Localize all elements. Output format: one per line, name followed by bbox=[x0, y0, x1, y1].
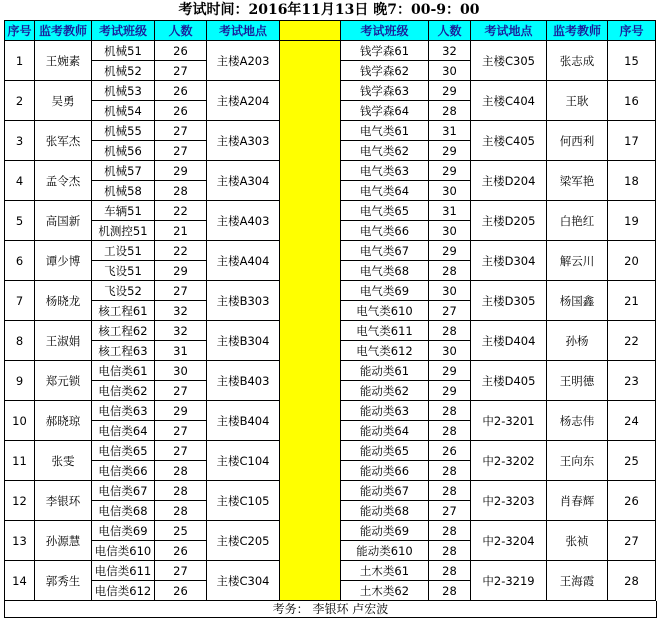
row-number-left: 14 bbox=[5, 561, 35, 601]
student-count-right: 29 bbox=[429, 141, 471, 161]
exam-room-left: 主楼B304 bbox=[207, 321, 280, 361]
class-name-right: 电气类611 bbox=[341, 321, 429, 341]
proctor-name-right: 解云川 bbox=[547, 241, 608, 281]
class-name-right: 能动类64 bbox=[341, 421, 429, 441]
student-count-left: 29 bbox=[155, 261, 207, 281]
student-count-left: 28 bbox=[155, 481, 207, 501]
class-name-right: 能动类68 bbox=[341, 501, 429, 521]
row-number-right: 27 bbox=[608, 521, 656, 561]
student-count-right: 29 bbox=[429, 161, 471, 181]
student-count-right: 27 bbox=[429, 501, 471, 521]
exam-room-right: 中2-3219 bbox=[471, 561, 547, 601]
student-count-right: 28 bbox=[429, 561, 471, 581]
student-count-right: 29 bbox=[429, 241, 471, 261]
proctor-name-left: 张军杰 bbox=[35, 121, 92, 161]
proctor-name-left: 郝晓琼 bbox=[35, 401, 92, 441]
student-count-right: 30 bbox=[429, 341, 471, 361]
class-name-left: 机械56 bbox=[92, 141, 155, 161]
student-count-right: 30 bbox=[429, 61, 471, 81]
student-count-left: 27 bbox=[155, 561, 207, 581]
class-name-left: 核工程61 bbox=[92, 301, 155, 321]
student-count-right: 29 bbox=[429, 361, 471, 381]
exam-room-left: 主楼A203 bbox=[207, 41, 280, 81]
class-name-right: 钱学森63 bbox=[341, 81, 429, 101]
class-name-right: 能动类63 bbox=[341, 401, 429, 421]
class-name-left: 核工程63 bbox=[92, 341, 155, 361]
student-count-right: 30 bbox=[429, 221, 471, 241]
class-name-left: 机械52 bbox=[92, 61, 155, 81]
student-count-left: 27 bbox=[155, 281, 207, 301]
proctor-name-right: 孙杨 bbox=[547, 321, 608, 361]
proctor-name-right: 肖春辉 bbox=[547, 481, 608, 521]
proctor-name-left: 吴勇 bbox=[35, 81, 92, 121]
class-name-left: 电信类62 bbox=[92, 381, 155, 401]
schedule-body bbox=[5, 41, 656, 601]
proctor-name-right: 何西利 bbox=[547, 121, 608, 161]
class-name-left: 机械54 bbox=[92, 101, 155, 121]
header-class-left: 考试班级 bbox=[92, 21, 155, 41]
class-name-left: 飞设51 bbox=[92, 261, 155, 281]
class-name-right: 电气类67 bbox=[341, 241, 429, 261]
student-count-right: 28 bbox=[429, 101, 471, 121]
row-number-left: 1 bbox=[5, 41, 35, 81]
class-name-left: 机械55 bbox=[92, 121, 155, 141]
exam-room-left: 主楼B303 bbox=[207, 281, 280, 321]
class-name-left: 车辆51 bbox=[92, 201, 155, 221]
exam-room-left: 主楼B403 bbox=[207, 361, 280, 401]
student-count-left: 27 bbox=[155, 141, 207, 161]
header-count-right: 人数 bbox=[429, 21, 471, 41]
class-name-right: 能动类69 bbox=[341, 521, 429, 541]
class-name-right: 电气类63 bbox=[341, 161, 429, 181]
row-number-right: 21 bbox=[608, 281, 656, 321]
exam-room-left: 主楼A404 bbox=[207, 241, 280, 281]
class-name-right: 电气类62 bbox=[341, 141, 429, 161]
student-count-right: 28 bbox=[429, 261, 471, 281]
class-name-left: 机械51 bbox=[92, 41, 155, 61]
proctor-name-left: 孟令杰 bbox=[35, 161, 92, 201]
row-number-right: 22 bbox=[608, 321, 656, 361]
class-name-right: 电气类68 bbox=[341, 261, 429, 281]
proctor-name-left: 郑元锁 bbox=[35, 361, 92, 401]
row-number-right: 15 bbox=[608, 41, 656, 81]
exam-room-left: 主楼C304 bbox=[207, 561, 280, 601]
student-count-left: 26 bbox=[155, 541, 207, 561]
class-name-left: 飞设52 bbox=[92, 281, 155, 301]
student-count-left: 26 bbox=[155, 41, 207, 61]
proctor-name-right: 王海霞 bbox=[547, 561, 608, 601]
class-name-right: 能动类62 bbox=[341, 381, 429, 401]
student-count-right: 30 bbox=[429, 181, 471, 201]
exam-room-left: 主楼A303 bbox=[207, 121, 280, 161]
row-number-right: 26 bbox=[608, 481, 656, 521]
class-name-right: 能动类61 bbox=[341, 361, 429, 381]
student-count-left: 29 bbox=[155, 401, 207, 421]
exam-room-left: 主楼A204 bbox=[207, 81, 280, 121]
row-number-left: 2 bbox=[5, 81, 35, 121]
student-count-left: 28 bbox=[155, 501, 207, 521]
student-count-right: 26 bbox=[429, 441, 471, 461]
class-name-left: 电信类61 bbox=[92, 361, 155, 381]
class-name-right: 钱学森64 bbox=[341, 101, 429, 121]
exam-room-right: 中2-3202 bbox=[471, 441, 547, 481]
proctor-name-left: 郭秀生 bbox=[35, 561, 92, 601]
header-room-right: 考试地点 bbox=[471, 21, 547, 41]
class-name-right: 能动类66 bbox=[341, 461, 429, 481]
row-number-left: 3 bbox=[5, 121, 35, 161]
row-number-left: 11 bbox=[5, 441, 35, 481]
exam-room-right: 中2-3201 bbox=[471, 401, 547, 441]
student-count-left: 27 bbox=[155, 121, 207, 141]
footer-staff: 考务： 李银环 卢宏波 bbox=[4, 601, 657, 618]
proctor-name-left: 张雯 bbox=[35, 441, 92, 481]
student-count-left: 28 bbox=[155, 181, 207, 201]
header-num-right: 序号 bbox=[608, 21, 656, 41]
exam-room-right: 主楼D405 bbox=[471, 361, 547, 401]
class-name-left: 电信类65 bbox=[92, 441, 155, 461]
class-name-left: 电信类67 bbox=[92, 481, 155, 501]
proctor-name-left: 王淑娟 bbox=[35, 321, 92, 361]
class-name-left: 电信类64 bbox=[92, 421, 155, 441]
class-name-right: 土木类62 bbox=[341, 581, 429, 601]
proctor-name-right: 白艳红 bbox=[547, 201, 608, 241]
proctor-name-right: 杨志伟 bbox=[547, 401, 608, 441]
student-count-right: 29 bbox=[429, 381, 471, 401]
class-name-right: 电气类61 bbox=[341, 121, 429, 141]
student-count-right: 30 bbox=[429, 281, 471, 301]
class-name-left: 机械53 bbox=[92, 81, 155, 101]
student-count-left: 27 bbox=[155, 61, 207, 81]
class-name-left: 机械57 bbox=[92, 161, 155, 181]
exam-room-right: 主楼D304 bbox=[471, 241, 547, 281]
class-name-left: 工设51 bbox=[92, 241, 155, 261]
row-number-left: 10 bbox=[5, 401, 35, 441]
row-number-right: 16 bbox=[608, 81, 656, 121]
student-count-right: 28 bbox=[429, 461, 471, 481]
student-count-right: 28 bbox=[429, 481, 471, 501]
row-number-left: 7 bbox=[5, 281, 35, 321]
student-count-right: 27 bbox=[429, 301, 471, 321]
class-name-left: 电信类68 bbox=[92, 501, 155, 521]
student-count-right: 31 bbox=[429, 121, 471, 141]
header-row bbox=[5, 21, 656, 41]
row-number-left: 9 bbox=[5, 361, 35, 401]
header-num-left: 序号 bbox=[5, 21, 35, 41]
class-name-right: 土木类61 bbox=[341, 561, 429, 581]
student-count-right: 28 bbox=[429, 581, 471, 601]
proctor-name-right: 王耿 bbox=[547, 81, 608, 121]
class-name-right: 电气类64 bbox=[341, 181, 429, 201]
class-name-left: 电信类611 bbox=[92, 561, 155, 581]
proctor-name-left: 王婉素 bbox=[35, 41, 92, 81]
exam-room-right: 主楼C405 bbox=[471, 121, 547, 161]
exam-room-right: 主楼D404 bbox=[471, 321, 547, 361]
student-count-right: 28 bbox=[429, 521, 471, 541]
row-number-left: 6 bbox=[5, 241, 35, 281]
proctor-name-right: 王向东 bbox=[547, 441, 608, 481]
student-count-left: 27 bbox=[155, 421, 207, 441]
student-count-left: 26 bbox=[155, 101, 207, 121]
class-name-right: 钱学森61 bbox=[341, 41, 429, 61]
proctor-name-left: 谭少博 bbox=[35, 241, 92, 281]
class-name-left: 电信类610 bbox=[92, 541, 155, 561]
row-number-right: 28 bbox=[608, 561, 656, 601]
student-count-left: 25 bbox=[155, 521, 207, 541]
proctor-name-right: 杨国鑫 bbox=[547, 281, 608, 321]
exam-room-left: 主楼C105 bbox=[207, 481, 280, 521]
exam-room-right: 主楼D305 bbox=[471, 281, 547, 321]
class-name-right: 能动类65 bbox=[341, 441, 429, 461]
proctor-name-left: 孙源慧 bbox=[35, 521, 92, 561]
proctor-name-left: 李银环 bbox=[35, 481, 92, 521]
row-number-right: 25 bbox=[608, 441, 656, 481]
proctor-name-left: 杨晓龙 bbox=[35, 281, 92, 321]
table-row bbox=[5, 41, 656, 61]
row-number-right: 19 bbox=[608, 201, 656, 241]
proctor-name-right: 张志成 bbox=[547, 41, 608, 81]
exam-room-left: 主楼B404 bbox=[207, 401, 280, 441]
class-name-left: 电信类612 bbox=[92, 581, 155, 601]
row-number-left: 5 bbox=[5, 201, 35, 241]
student-count-left: 32 bbox=[155, 301, 207, 321]
student-count-left: 26 bbox=[155, 81, 207, 101]
header-class-right: 考试班级 bbox=[341, 21, 429, 41]
header-room-left: 考试地点 bbox=[207, 21, 280, 41]
header-teacher-right: 监考教师 bbox=[547, 21, 608, 41]
exam-room-left: 主楼A403 bbox=[207, 201, 280, 241]
student-count-right: 28 bbox=[429, 541, 471, 561]
exam-room-left: 主楼C205 bbox=[207, 521, 280, 561]
class-name-right: 电气类610 bbox=[341, 301, 429, 321]
exam-room-left: 主楼C104 bbox=[207, 441, 280, 481]
student-count-right: 28 bbox=[429, 401, 471, 421]
row-number-left: 12 bbox=[5, 481, 35, 521]
student-count-left: 26 bbox=[155, 581, 207, 601]
header-gap bbox=[280, 21, 341, 41]
exam-room-right: 主楼D205 bbox=[471, 201, 547, 241]
student-count-left: 31 bbox=[155, 341, 207, 361]
row-number-right: 17 bbox=[608, 121, 656, 161]
exam-room-left: 主楼A304 bbox=[207, 161, 280, 201]
student-count-right: 28 bbox=[429, 321, 471, 341]
class-name-left: 核工程62 bbox=[92, 321, 155, 341]
row-number-right: 18 bbox=[608, 161, 656, 201]
student-count-left: 27 bbox=[155, 441, 207, 461]
class-name-right: 电气类612 bbox=[341, 341, 429, 361]
exam-room-right: 主楼D204 bbox=[471, 161, 547, 201]
student-count-left: 29 bbox=[155, 161, 207, 181]
class-name-right: 能动类67 bbox=[341, 481, 429, 501]
class-name-right: 电气类69 bbox=[341, 281, 429, 301]
student-count-left: 28 bbox=[155, 461, 207, 481]
student-count-left: 32 bbox=[155, 321, 207, 341]
class-name-right: 电气类65 bbox=[341, 201, 429, 221]
exam-room-right: 主楼C404 bbox=[471, 81, 547, 121]
row-number-left: 8 bbox=[5, 321, 35, 361]
student-count-right: 28 bbox=[429, 421, 471, 441]
exam-room-right: 主楼C305 bbox=[471, 41, 547, 81]
proctor-name-right: 梁军艳 bbox=[547, 161, 608, 201]
class-name-left: 电信类63 bbox=[92, 401, 155, 421]
proctor-name-right: 王明德 bbox=[547, 361, 608, 401]
student-count-left: 22 bbox=[155, 241, 207, 261]
class-name-right: 能动类610 bbox=[341, 541, 429, 561]
row-number-right: 20 bbox=[608, 241, 656, 281]
student-count-right: 31 bbox=[429, 201, 471, 221]
class-name-left: 电信类66 bbox=[92, 461, 155, 481]
proctor-name-left: 高国新 bbox=[35, 201, 92, 241]
yellow-separator-column bbox=[280, 41, 341, 601]
row-number-left: 13 bbox=[5, 521, 35, 561]
row-number-right: 23 bbox=[608, 361, 656, 401]
student-count-left: 22 bbox=[155, 201, 207, 221]
student-count-left: 30 bbox=[155, 361, 207, 381]
header-teacher-left: 监考教师 bbox=[35, 21, 92, 41]
student-count-right: 29 bbox=[429, 81, 471, 101]
student-count-right: 32 bbox=[429, 41, 471, 61]
class-name-right: 钱学森62 bbox=[341, 61, 429, 81]
exam-room-right: 中2-3204 bbox=[471, 521, 547, 561]
proctor-name-right: 张祯 bbox=[547, 521, 608, 561]
class-name-right: 电气类66 bbox=[341, 221, 429, 241]
page-title: 考试时间：2016年11月13日 晚7：00-9：00 bbox=[178, 2, 480, 18]
student-count-left: 27 bbox=[155, 381, 207, 401]
class-name-left: 机械58 bbox=[92, 181, 155, 201]
row-number-left: 4 bbox=[5, 161, 35, 201]
exam-schedule-table bbox=[4, 20, 656, 601]
student-count-left: 21 bbox=[155, 221, 207, 241]
header-count-left: 人数 bbox=[155, 21, 207, 41]
class-name-left: 机测控51 bbox=[92, 221, 155, 241]
class-name-left: 电信类69 bbox=[92, 521, 155, 541]
row-number-right: 24 bbox=[608, 401, 656, 441]
exam-room-right: 中2-3203 bbox=[471, 481, 547, 521]
